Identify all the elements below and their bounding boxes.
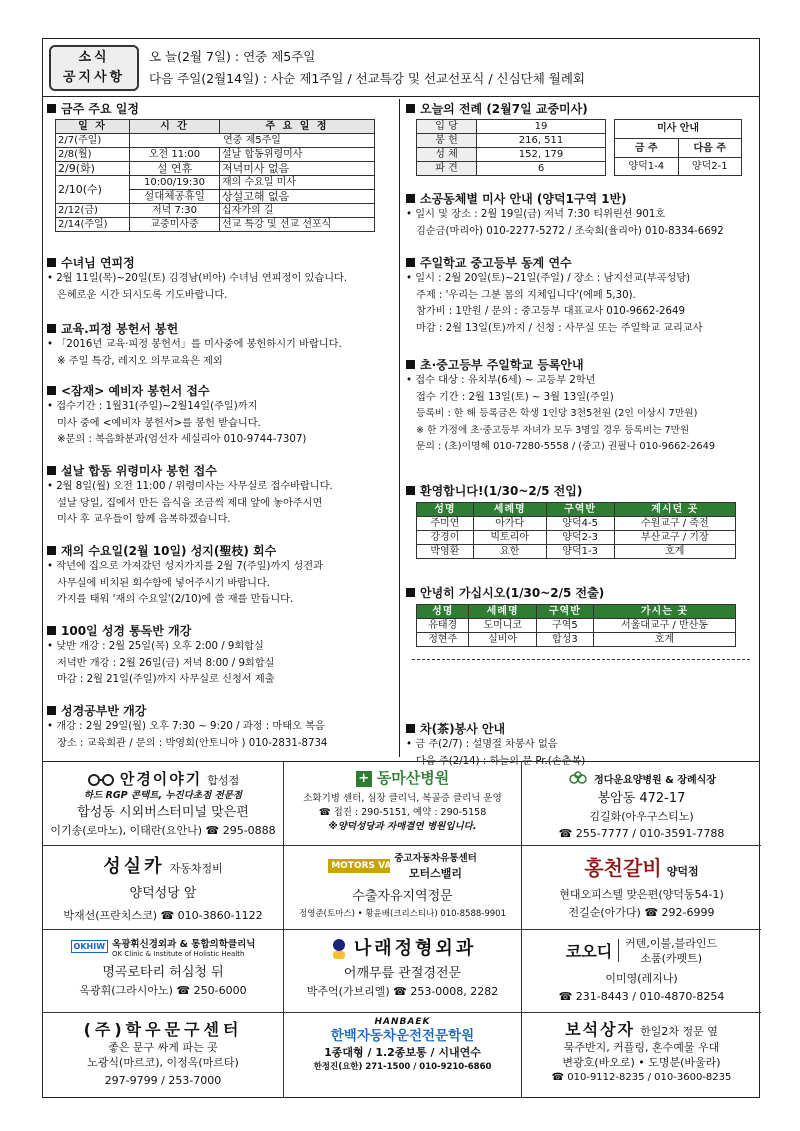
square-bullet-icon: [47, 258, 56, 267]
left-column: [43, 99, 400, 757]
square-bullet-icon: [47, 626, 56, 635]
event-cell: 십자가의 길: [220, 204, 375, 218]
bible-reading-section: [47, 623, 395, 689]
origin-cell: 수원교구 / 죽전: [614, 517, 735, 531]
ad-note: ※양덕성당과 자매결연 병원입니다.: [328, 821, 477, 832]
ad-name: 한백자동차운전전문학원: [330, 1028, 475, 1045]
section-title: 설날 합동 위령미사 봉헌 접수: [61, 464, 217, 478]
table-row: [417, 545, 736, 559]
section-line: • 낮반 개강 : 2월 25일(목) 오후 2:00 / 9회합실: [47, 641, 264, 652]
table-row: [615, 139, 742, 157]
ad-coordi: [522, 930, 761, 1014]
welcome-section: [406, 483, 756, 559]
section-title: 100일 성경 통독반 개강: [61, 624, 192, 638]
square-bullet-icon: [47, 324, 56, 333]
nun-retreat-section: [47, 255, 395, 304]
table-header-row: [417, 503, 736, 517]
section-line: • 일시 및 장소 : 2월 19일(금) 저녁 7:30 티위린션 901호: [406, 209, 666, 220]
section-title: 주일학교 중고등부 동계 연수: [420, 256, 572, 270]
section-line: • 금 주(2/7) : 설명절 차봉사 없음: [406, 739, 558, 750]
section-line: • 접수 대상 : 유치부(6세) ~ 고등부 2학년: [406, 375, 596, 386]
ad-name: (주)학우문구센터: [83, 1020, 243, 1040]
section-title: 차(茶)봉사 안내: [420, 722, 506, 736]
table-row: [417, 120, 606, 134]
table-row: [417, 633, 736, 647]
ad-contact: ☎ 010-9112-8235 / 010-3600-8235: [551, 1072, 732, 1084]
hymn-number: 152, 179: [477, 148, 606, 162]
next-sunday-line: 다음 주일(2월14일) : 사순 제1주일 / 선교특강 및 선교선포식 / 신심단체 월례회: [149, 71, 586, 86]
column-header: 시 간: [130, 120, 220, 134]
baptism-name-cell: 아가다: [473, 517, 546, 531]
mass-group-cell: 양덕1-4: [615, 157, 679, 175]
square-bullet-icon: [47, 706, 56, 715]
section-line: 참가비 : 1만원 / 문의 : 중고등부 대표교사 010-9662-2649: [416, 306, 685, 317]
ad-tagline: 좋은 문구 싸게 파는 곳: [108, 1041, 218, 1055]
time-cell: 설 연휴: [130, 162, 220, 176]
name-cell: 강경이: [417, 531, 474, 545]
square-bullet-icon: [406, 360, 415, 369]
name-cell: 유태경: [417, 619, 469, 633]
ad-person: 김길화(아우구스티노): [589, 810, 694, 823]
notice-label-line1: 소식: [78, 50, 110, 65]
column-header: 성명: [417, 503, 474, 517]
section-line: 은혜로운 시간 되시도록 기도바랍니다.: [57, 289, 228, 301]
square-bullet-icon: [47, 466, 56, 475]
right-column: [402, 99, 760, 767]
doctor-figure-icon: [329, 938, 349, 960]
liturgy-table: [416, 119, 606, 176]
motors-valley-logo: MOTORS VALLEY: [328, 859, 390, 873]
section-line: 접수 기간 : 2월 13일(토) ~ 3월 13일(주일): [416, 391, 614, 403]
ad-ok-clinic: [43, 930, 284, 1014]
section-title: 성경공부반 개강: [61, 704, 147, 718]
section-line: • 개강 : 2월 29일(월) 오후 7:30 ~ 9:20 / 과정 : 마태오 복음: [47, 721, 325, 732]
section-line: • 작년에 집으로 가져갔던 성지가지를 2월 7(주일)까지 성전과: [47, 561, 323, 572]
hymn-number: 6: [477, 162, 606, 176]
catechumen-section: [47, 383, 395, 449]
farewell-section: [406, 585, 756, 660]
table-header-row: [56, 120, 375, 134]
column-header: 가시는 곳: [593, 605, 735, 619]
section-line: 미사 중에 <예비자 봉헌서>를 봉헌 받습니다.: [57, 417, 261, 429]
section-line: 등록비 : 한 해 등록금은 학생 1인당 3천5천원 (2인 이상시 7만원): [416, 408, 698, 419]
time-cell: 설대체공휴일: [130, 190, 220, 204]
ad-contact: ☎ 255-7777 / 010-3591-7788: [558, 827, 725, 840]
section-title: 초·중고등부 주일학교 등록안내: [420, 358, 584, 372]
ad-subtitle: 자동차정비: [169, 861, 223, 875]
ad-address: 수출자유지역정문: [352, 888, 453, 904]
bulletin-page: [42, 38, 760, 1098]
event-cell: 설날 합동위령미사: [220, 148, 375, 162]
square-bullet-icon: [47, 104, 56, 113]
origin-cell: 호계: [614, 545, 735, 559]
hymn-number: 19: [477, 120, 606, 134]
square-bullet-icon: [47, 546, 56, 555]
table-row: [56, 218, 375, 232]
row-label: 입 당: [417, 120, 477, 134]
event-cell: 연중 제5주일: [130, 134, 375, 148]
ad-hanbaek-driving-school: [284, 1013, 522, 1097]
section-title: 재의 수요일(2월 10일) 성지(聖枝) 회수: [61, 544, 277, 558]
column-header: 다음 주: [678, 139, 742, 157]
table-row: [417, 134, 606, 148]
time-cell: 저녁 7:30: [130, 204, 220, 218]
section-line: • 2월 11일(목)~20일(토) 김경남(비아) 수녀님 연피정이 있습니다.: [47, 273, 348, 284]
table-row: [417, 619, 736, 633]
ad-products: 커텐,이불,블라인드: [625, 936, 718, 950]
event-cell: 저녁미사 없음: [220, 162, 375, 176]
table-row: [417, 517, 736, 531]
column-header: 일 자: [56, 120, 130, 134]
column-header: 세례명: [469, 605, 536, 619]
table-row: [417, 148, 606, 162]
ad-name: 옥광휘신경외과 & 통합의학클리닉: [112, 938, 256, 950]
destination-cell: 호계: [593, 633, 735, 647]
ad-contact: 297-9799 / 253-7000: [104, 1074, 222, 1088]
sunday-school-section: [406, 357, 756, 456]
section-line: • 2월 8일(월) 오전 11:00 / 위령미사는 사무실로 접수바랍니다.: [47, 481, 333, 492]
square-bullet-icon: [406, 724, 415, 733]
column-header: 금 주: [615, 139, 679, 157]
ad-subtitle: OK Clinic & Institute of Holistic Health: [112, 949, 245, 958]
table-row: [56, 134, 375, 148]
column-header: 성명: [417, 605, 469, 619]
ad-hakwoo-stationery: [43, 1013, 284, 1097]
column-header: 구역반: [536, 605, 593, 619]
community-mass-section: [406, 191, 756, 240]
row-label: 봉 헌: [417, 134, 477, 148]
ad-address: 명곡로타리 허심청 뒤: [102, 964, 224, 980]
baptism-name-cell: 도미니코: [469, 619, 536, 633]
hanbaek-logo: HANBAEK: [374, 1017, 431, 1028]
ad-narae-orthopedics: [284, 930, 522, 1014]
section-title: 소공동체별 미사 안내 (양덕1구역 1반): [420, 192, 627, 206]
section-title: 환영합니다!(1/30~2/5 전입): [420, 484, 583, 498]
welcome-table: [416, 502, 736, 559]
ad-person: 변광호(바오로) • 도명분(바울라): [562, 1056, 721, 1070]
ad-contact: 한정진(요한) 271-1500 / 010-9210-6860: [313, 1062, 492, 1073]
table-row: [615, 120, 742, 139]
winter-retreat-section: [406, 255, 756, 337]
ad-subtitle: 양덕점: [666, 864, 699, 878]
education-offering-section: [47, 321, 395, 370]
ad-name: 동마산병원: [376, 769, 450, 787]
ad-address: 합성동 시외버스터미널 맞은편: [77, 805, 249, 820]
table-row: [615, 157, 742, 175]
ad-courses: 1종대형 / 1.2종보통 / 시내연수: [324, 1046, 481, 1060]
memorial-mass-section: [47, 463, 395, 529]
bulletin-header: [43, 39, 759, 97]
date-cell: 2/9(화): [56, 162, 130, 176]
table-row: [56, 162, 375, 176]
section-title: 수녀님 연피정: [61, 256, 135, 270]
event-cell: 상설고해 없음: [220, 190, 375, 204]
district-cell: 합성3: [536, 633, 593, 647]
farewell-table: [416, 604, 736, 647]
eyeglasses-icon: [87, 773, 115, 787]
ad-name: 성실카: [103, 855, 165, 877]
ok-clinic-logo: OKHIW: [71, 940, 109, 953]
origin-cell: 부산교구 / 기장: [614, 531, 735, 545]
name-cell: 주미연: [417, 517, 474, 531]
ad-eyeglass-store: [43, 762, 284, 846]
square-bullet-icon: [406, 104, 415, 113]
section-title: 교육.피정 봉헌서 봉헌: [61, 322, 179, 336]
today-line: 오 늘(2월 7일) : 연중 제5주일: [149, 49, 316, 64]
ad-subtitle: 합성점: [207, 774, 240, 787]
date-cell: 2/14(주일): [56, 218, 130, 232]
liturgy-section: [406, 101, 756, 176]
ash-wednesday-section: [47, 543, 395, 609]
schedule-table: [55, 119, 375, 232]
date-cell: 2/8(월): [56, 148, 130, 162]
ad-contact: 박재선(프란치스코) ☎ 010-3860-1122: [63, 908, 263, 922]
event-cell: 선교 특강 및 선교 선포식: [220, 218, 375, 232]
section-line: ※ 주일 특강, 레지오 의무교육은 제외: [57, 355, 223, 367]
ad-name: 보석상자: [565, 1020, 635, 1040]
date-cell: 2/7(주일): [56, 134, 130, 148]
dashed-divider: [412, 659, 750, 660]
ad-products: 소품(카펫트): [640, 951, 703, 965]
square-bullet-icon: [47, 386, 56, 395]
section-line: 주제 : '우리는 그분 몸의 지체입니다'(에페 5,30).: [416, 289, 636, 301]
notice-label-box: [49, 45, 139, 91]
event-cell: 재의 수요일 미사: [220, 176, 375, 190]
ad-seongsil-car: [43, 846, 284, 930]
square-bullet-icon: [406, 588, 415, 597]
name-cell: 정현주: [417, 633, 469, 647]
ad-name: 나래정형외과: [353, 937, 477, 959]
mass-group-cell: 양덕2-1: [678, 157, 742, 175]
bible-study-section: [47, 703, 395, 752]
baptism-name-cell: 실비아: [469, 633, 536, 647]
section-line: 사무실에 비치된 회수함에 넣어주시기 바랍니다.: [57, 577, 271, 589]
section-line: • 일시 : 2월 20일(토)~21일(주일) / 장소 : 남지선교(부곡성당): [406, 273, 691, 284]
section-line: 김순금(마리아) 010-2277-5272 / 조숙희(율리아) 010-8334-6692: [416, 225, 724, 237]
mass-guide-table: [614, 119, 742, 176]
ad-services: 소화기병 센터, 심장 클리닉, 복골증 클리닉 운영: [303, 793, 502, 804]
table-row: [417, 531, 736, 545]
ad-name: 코오디: [566, 939, 619, 962]
section-line: • 「2016년 교육·피정 봉헌서」를 미사중에 봉헌하시기 바랍니다.: [47, 339, 342, 350]
notice-label-line2: 공지사항: [62, 70, 126, 85]
square-bullet-icon: [406, 486, 415, 495]
district-cell: 양덕1-3: [546, 545, 614, 559]
medical-cross-icon: +: [356, 771, 372, 787]
row-label: 성 체: [417, 148, 477, 162]
destination-cell: 서울대교구 / 반산동: [593, 619, 735, 633]
section-line: • 접수기간 : 1월31(주일)~2월14일(주일)까지: [47, 401, 258, 412]
row-label: 파 견: [417, 162, 477, 176]
ad-contact: ☎ 접진 : 290-5151, 예약 : 290-5158: [318, 807, 487, 818]
ad-address: 양덕성당 앞: [129, 885, 197, 901]
column-header: 주 요 일 정: [220, 120, 375, 134]
ad-contact: 옥광휘(그라시아노) ☎ 250-6000: [79, 983, 247, 997]
district-cell: 양덕2-3: [546, 531, 614, 545]
baptism-name-cell: 요한: [473, 545, 546, 559]
table-row: [56, 204, 375, 218]
clover-icon: [567, 771, 589, 787]
column-header: 구역반: [546, 503, 614, 517]
baptism-name-cell: 빅토리아: [473, 531, 546, 545]
section-line: 가지를 태워 '재의 수요일'(2/10)에 쓸 재를 만듭니다.: [57, 594, 294, 605]
section-title: 오늘의 전례 (2월7일 교중미사): [420, 102, 588, 116]
section-title: 안녕히 가십시오(1/30~2/5 전출): [420, 586, 605, 600]
section-line: 미사 후 교우들이 함께 음복하겠습니다.: [57, 514, 231, 525]
table-row: [56, 176, 375, 190]
district-cell: 양덕4-5: [546, 517, 614, 531]
ad-contact: 박주억(가브리엘) ☎ 253-0008, 2282: [306, 984, 499, 998]
section-title: <잠재> 예비자 봉헌서 접수: [61, 384, 210, 398]
ad-nursing-hospital: [522, 762, 761, 846]
district-cell: 구역5: [536, 619, 593, 633]
ad-person: 노광식(마르코), 이정옥(마르타): [87, 1056, 239, 1070]
ad-contact: 정영준(토마스) • 황윤배(크리스티나) 010-8588-9901: [299, 908, 506, 919]
ad-jewelry-box: [522, 1013, 761, 1097]
section-line: 장소 : 교육회관 / 문의 : 박영희(안토니아 ) 010-2831-8734: [57, 737, 328, 749]
ad-person: 이미영(레지나): [605, 971, 678, 985]
table-row: [417, 162, 606, 176]
ad-location: 한일2차 정문 옆: [640, 1025, 718, 1039]
mass-guide-title: 미사 안내: [615, 120, 742, 139]
date-cell: 2/12(금): [56, 204, 130, 218]
table-row: [56, 148, 375, 162]
ad-name: 모터스밸리: [408, 866, 463, 880]
weekly-schedule-section: [47, 101, 395, 232]
ad-products: 묵주반지, 커플링, 혼수예물 우대: [563, 1041, 720, 1055]
section-line: 다음 주(2/14) : 하늘의 문 Pr.(손춘복): [416, 755, 586, 767]
ad-tagline: 하드 RGP 콘택트, 누진다초점 전문점: [83, 790, 243, 801]
column-header: 계시던 곳: [614, 503, 735, 517]
section-title: 금주 주요 일정: [61, 102, 139, 116]
ad-hongcheon-galbi: [522, 846, 761, 930]
ad-motors-valley: [284, 846, 522, 930]
square-bullet-icon: [406, 194, 415, 203]
column-header: 세례명: [473, 503, 546, 517]
ad-subtitle: 중고자동차유통센터: [394, 852, 477, 864]
name-cell: 박영환: [417, 545, 474, 559]
ad-name: 홍천갈비: [584, 855, 662, 880]
ad-name: 안경이야기: [119, 770, 203, 788]
ad-dongmasan-hospital: [284, 762, 522, 846]
ad-address: 봉암동 472-17: [597, 791, 686, 806]
ad-name: 정다운요양병원 & 장례식장: [594, 775, 717, 786]
section-line: 설날 당일, 집에서 만든 음식을 조금씩 제대 앞에 놓아주시면: [57, 497, 323, 509]
time-cell: 교중미사중: [130, 218, 220, 232]
ad-address: 현대오피스텔 맞은편(양덕동54-1): [559, 887, 724, 901]
hymn-number: 216, 511: [477, 134, 606, 148]
section-line: 문의 : (초)이명혜 010-7280-5558 / (중고) 권필나 010-9662-2649: [416, 441, 716, 452]
ad-contact: ☎ 231-8443 / 010-4870-8254: [558, 989, 725, 1003]
sponsor-ads-grid: [43, 761, 759, 1097]
time-cell: 10:00/19:30: [130, 176, 220, 190]
section-line: 마감 : 2월 13일(토)까지 / 신청 : 사무실 또는 주일학교 교리교사: [416, 322, 703, 334]
section-line: ※ 한 가정에 초·중고등부 자녀가 모두 3명일 경우 등록비는 7만원: [416, 424, 690, 436]
section-line: ※문의 : 복음화분과(엄선자 세실리아 010-9744-7307): [57, 434, 307, 445]
square-bullet-icon: [406, 258, 415, 267]
ad-specialty: 어깨무릎 관절경전문: [343, 965, 462, 981]
date-cell: 2/10(수): [56, 176, 130, 204]
time-cell: 오전 11:00: [130, 148, 220, 162]
ad-contact: 전길순(아가다) ☎ 292-6999: [568, 905, 715, 919]
table-header-row: [417, 605, 736, 619]
section-line: 저녁반 개강 : 2월 26일(금) 저녁 8:00 / 9회합실: [57, 657, 275, 669]
ad-contact: 이기송(로마노), 이태란(요안나) ☎ 295-0888: [50, 824, 276, 837]
section-line: 마감 : 2월 21일(주일)까지 사무실로 신청서 제출: [57, 674, 275, 685]
